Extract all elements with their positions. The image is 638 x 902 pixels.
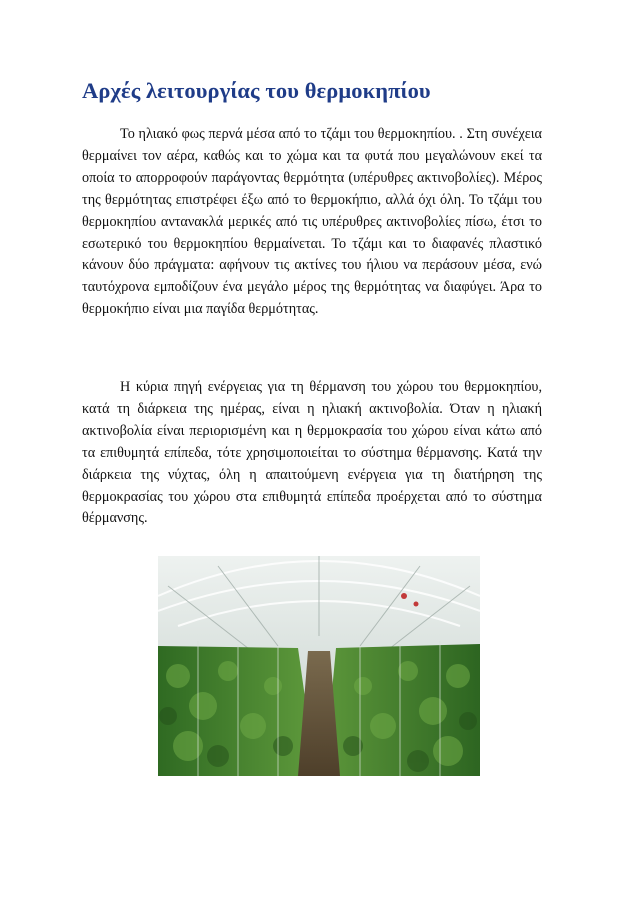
paragraph-greenhouse-operation: Το ηλιακό φως περνά μέσα από το τζάμι του θερμοκηπίου. . Στη συνέχεια θερμαίνει τον αέρα, καθώς και το χώμα και τα φυτά που μεγαλώνουν εκεί τα οποία το απορροφούν παράγοντας θερμότητα (υπέρυθρες ακτινοβολίες). Μέρος της θερμότητας επιστρέφει έξω από το θερμοκήπιο, αλλά όχι όλη. Το τζάμι του θερμοκηπίου αντανακλά μερικές από τις υπέρυθρες ακτινοβολίες πίσω, έτσι το εσωτερικό του θερμοκηπίου θερμαίνεται. Το τζάμι και το διαφανές πλαστικό κάνουν δύο πράγματα: αφήνουν τις ακτίνες του ήλιου να περάσουν μέσα, ενώ ταυτόχρονα εμποδίζουν ένα μεγάλο μέρος της θερμότητας να διαφύγει. Άρα το θερμοκήπιο είναι μια παγίδα θερμότητας.	[82, 126, 542, 318]
paragraph-heating-energy: Η κύρια πηγή ενέργειας για τη θέρμανση του χώρου του θερμοκηπίου, κατά τη διάρκεια της ημέρας, είναι η ηλιακή ακτινοβολία. Όταν η ηλιακή ακτινοβολία είναι περιορισμένη και η θερμοκρασία του χώρου είναι κάτω από τα επιθυμητά επίπεδα, τότε χρησιμοποιείται το σύστημα θέρμανσης. Κατά την διάρκεια της νύχτας, όλη η απαιτούμενη ενέργεια για τη διατήρηση της θερμοκρασίας του χώρου στα επιθυμητά επίπεδα προέρχεται από το σύστημα θέρμανσης.	[82, 379, 542, 527]
greenhouse-photo	[158, 556, 480, 776]
page-title: Αρχές λειτουργίας του θερμοκηπίου	[82, 78, 431, 103]
